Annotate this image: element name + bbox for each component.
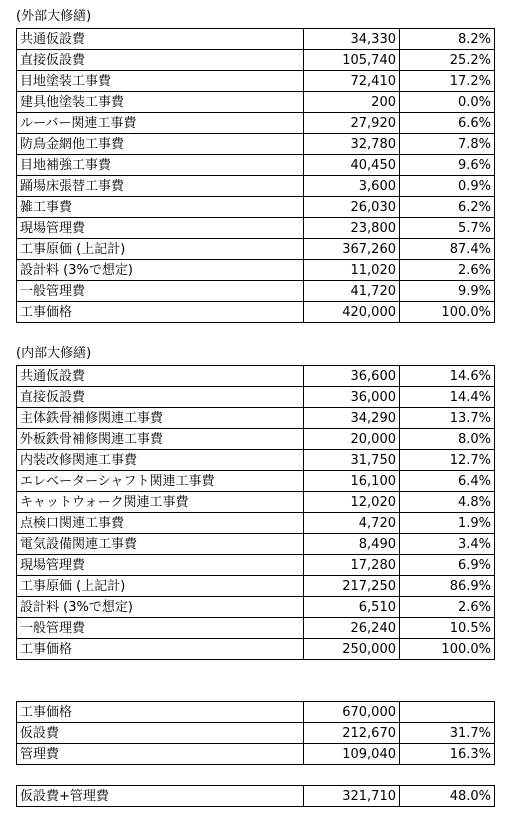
percent-cell: 25.2% xyxy=(400,50,495,71)
percent-cell: 13.7% xyxy=(400,408,495,429)
amount-cell: 212,670 xyxy=(304,723,400,744)
item-name-cell: 工事価格 xyxy=(17,702,304,723)
amount-cell: 11,020 xyxy=(304,260,400,281)
item-name-cell: 仮設費+管理費 xyxy=(17,786,304,807)
outer-repair-heading: (外部大修繕) xyxy=(16,9,92,24)
percent-cell: 9.9% xyxy=(400,281,495,302)
table-row xyxy=(17,513,495,534)
item-name-cell: 共通仮設費 xyxy=(17,29,304,50)
amount-cell: 217,250 xyxy=(304,576,400,597)
amount-cell: 34,330 xyxy=(304,29,400,50)
item-name-cell: 直接仮設費 xyxy=(17,50,304,71)
percent-cell: 6.6% xyxy=(400,113,495,134)
table-row xyxy=(17,260,495,281)
table-row xyxy=(17,723,495,744)
percent-cell: 7.8% xyxy=(400,134,495,155)
item-name-cell: 目地補強工事費 xyxy=(17,155,304,176)
table-row xyxy=(17,534,495,555)
table-row xyxy=(17,744,495,765)
table-row xyxy=(17,576,495,597)
percent-cell: 8.2% xyxy=(400,29,495,50)
amount-cell: 20,000 xyxy=(304,429,400,450)
percent-cell: 14.4% xyxy=(400,387,495,408)
item-name-cell: 工事価格 xyxy=(17,302,304,323)
amount-cell: 34,290 xyxy=(304,408,400,429)
percent-cell: 4.8% xyxy=(400,492,495,513)
table-row xyxy=(17,471,495,492)
item-name-cell: 雑工事費 xyxy=(17,197,304,218)
amount-cell: 420,000 xyxy=(304,302,400,323)
item-name-cell: ルーバー関連工事費 xyxy=(17,113,304,134)
percent-cell: 48.0% xyxy=(400,786,495,807)
item-name-cell: 現場管理費 xyxy=(17,218,304,239)
amount-cell: 6,510 xyxy=(304,597,400,618)
summary-table xyxy=(16,701,495,765)
amount-cell: 321,710 xyxy=(304,786,400,807)
amount-cell: 200 xyxy=(304,92,400,113)
table-row xyxy=(17,50,495,71)
amount-cell: 16,100 xyxy=(304,471,400,492)
table-row xyxy=(17,155,495,176)
item-name-cell: 内装改修関連工事費 xyxy=(17,450,304,471)
percent-cell: 3.4% xyxy=(400,534,495,555)
item-name-cell: 工事価格 xyxy=(17,639,304,660)
percent-cell: 2.6% xyxy=(400,597,495,618)
percent-cell: 14.6% xyxy=(400,366,495,387)
amount-cell: 26,240 xyxy=(304,618,400,639)
item-name-cell: 一般管理費 xyxy=(17,618,304,639)
percent-cell: 17.2% xyxy=(400,71,495,92)
amount-cell: 17,280 xyxy=(304,555,400,576)
table-row xyxy=(17,29,495,50)
table-row xyxy=(17,639,495,660)
item-name-cell: 目地塗装工事費 xyxy=(17,71,304,92)
amount-cell: 4,720 xyxy=(304,513,400,534)
percent-cell: 5.7% xyxy=(400,218,495,239)
item-name-cell: キャットウォーク関連工事費 xyxy=(17,492,304,513)
item-name-cell: 仮設費 xyxy=(17,723,304,744)
item-name-cell: 踊場床張替工事費 xyxy=(17,176,304,197)
table-row xyxy=(17,408,495,429)
item-name-cell: 工事原価 (上記計) xyxy=(17,239,304,260)
amount-cell: 250,000 xyxy=(304,639,400,660)
amount-cell: 40,450 xyxy=(304,155,400,176)
amount-cell: 105,740 xyxy=(304,50,400,71)
item-name-cell: 点検口関連工事費 xyxy=(17,513,304,534)
amount-cell: 3,600 xyxy=(304,176,400,197)
item-name-cell: 外板鉄骨補修関連工事費 xyxy=(17,429,304,450)
item-name-cell: 主体鉄骨補修関連工事費 xyxy=(17,408,304,429)
amount-cell: 36,000 xyxy=(304,387,400,408)
table-row xyxy=(17,113,495,134)
amount-cell: 8,490 xyxy=(304,534,400,555)
amount-cell: 367,260 xyxy=(304,239,400,260)
table-row xyxy=(17,218,495,239)
percent-cell: 8.0% xyxy=(400,429,495,450)
table-row xyxy=(17,597,495,618)
amount-cell: 32,780 xyxy=(304,134,400,155)
table-row xyxy=(17,555,495,576)
percent-cell: 16.3% xyxy=(400,744,495,765)
percent-cell: 6.2% xyxy=(400,197,495,218)
percent-cell: 0.9% xyxy=(400,176,495,197)
percent-cell: 2.6% xyxy=(400,260,495,281)
percent-cell: 87.4% xyxy=(400,239,495,260)
item-name-cell: 電気設備関連工事費 xyxy=(17,534,304,555)
table-row xyxy=(17,786,495,807)
item-name-cell: 共通仮設費 xyxy=(17,366,304,387)
percent-cell: 1.9% xyxy=(400,513,495,534)
amount-cell: 31,750 xyxy=(304,450,400,471)
percent-cell: 100.0% xyxy=(400,639,495,660)
amount-cell: 109,040 xyxy=(304,744,400,765)
table-row xyxy=(17,71,495,92)
table-row xyxy=(17,492,495,513)
table-row xyxy=(17,176,495,197)
table-row xyxy=(17,239,495,260)
table-row xyxy=(17,302,495,323)
inner-repair-heading: (内部大修繕) xyxy=(16,346,92,361)
amount-cell: 670,000 xyxy=(304,702,400,723)
amount-cell: 36,600 xyxy=(304,366,400,387)
item-name-cell: 工事原価 (上記計) xyxy=(17,576,304,597)
item-name-cell: 管理費 xyxy=(17,744,304,765)
amount-cell: 23,800 xyxy=(304,218,400,239)
table-row xyxy=(17,387,495,408)
amount-cell: 26,030 xyxy=(304,197,400,218)
table-row xyxy=(17,450,495,471)
percent-cell: 6.9% xyxy=(400,555,495,576)
percent-cell: 31.7% xyxy=(400,723,495,744)
table-row xyxy=(17,92,495,113)
item-name-cell: 防鳥金網他工事費 xyxy=(17,134,304,155)
percent-cell: 0.0% xyxy=(400,92,495,113)
amount-cell: 41,720 xyxy=(304,281,400,302)
percent-cell: 10.5% xyxy=(400,618,495,639)
item-name-cell: 直接仮設費 xyxy=(17,387,304,408)
amount-cell: 72,410 xyxy=(304,71,400,92)
table-row xyxy=(17,366,495,387)
amount-cell: 12,020 xyxy=(304,492,400,513)
amount-cell: 27,920 xyxy=(304,113,400,134)
table-row xyxy=(17,429,495,450)
table-row xyxy=(17,134,495,155)
item-name-cell: 設計料 (3%で想定) xyxy=(17,260,304,281)
item-name-cell: エレベーターシャフト関連工事費 xyxy=(17,471,304,492)
inner-repair-table xyxy=(16,365,495,660)
item-name-cell: 一般管理費 xyxy=(17,281,304,302)
table-row xyxy=(17,197,495,218)
item-name-cell: 設計料 (3%で想定) xyxy=(17,597,304,618)
outer-repair-table xyxy=(16,28,495,323)
table-row xyxy=(17,281,495,302)
total-table xyxy=(16,785,495,807)
table-row xyxy=(17,618,495,639)
item-name-cell: 建具他塗装工事費 xyxy=(17,92,304,113)
percent-cell: 86.9% xyxy=(400,576,495,597)
percent-cell: 6.4% xyxy=(400,471,495,492)
table-row xyxy=(17,702,495,723)
percent-cell: 12.7% xyxy=(400,450,495,471)
percent-cell: 9.6% xyxy=(400,155,495,176)
percent-cell xyxy=(400,702,495,723)
item-name-cell: 現場管理費 xyxy=(17,555,304,576)
percent-cell: 100.0% xyxy=(400,302,495,323)
